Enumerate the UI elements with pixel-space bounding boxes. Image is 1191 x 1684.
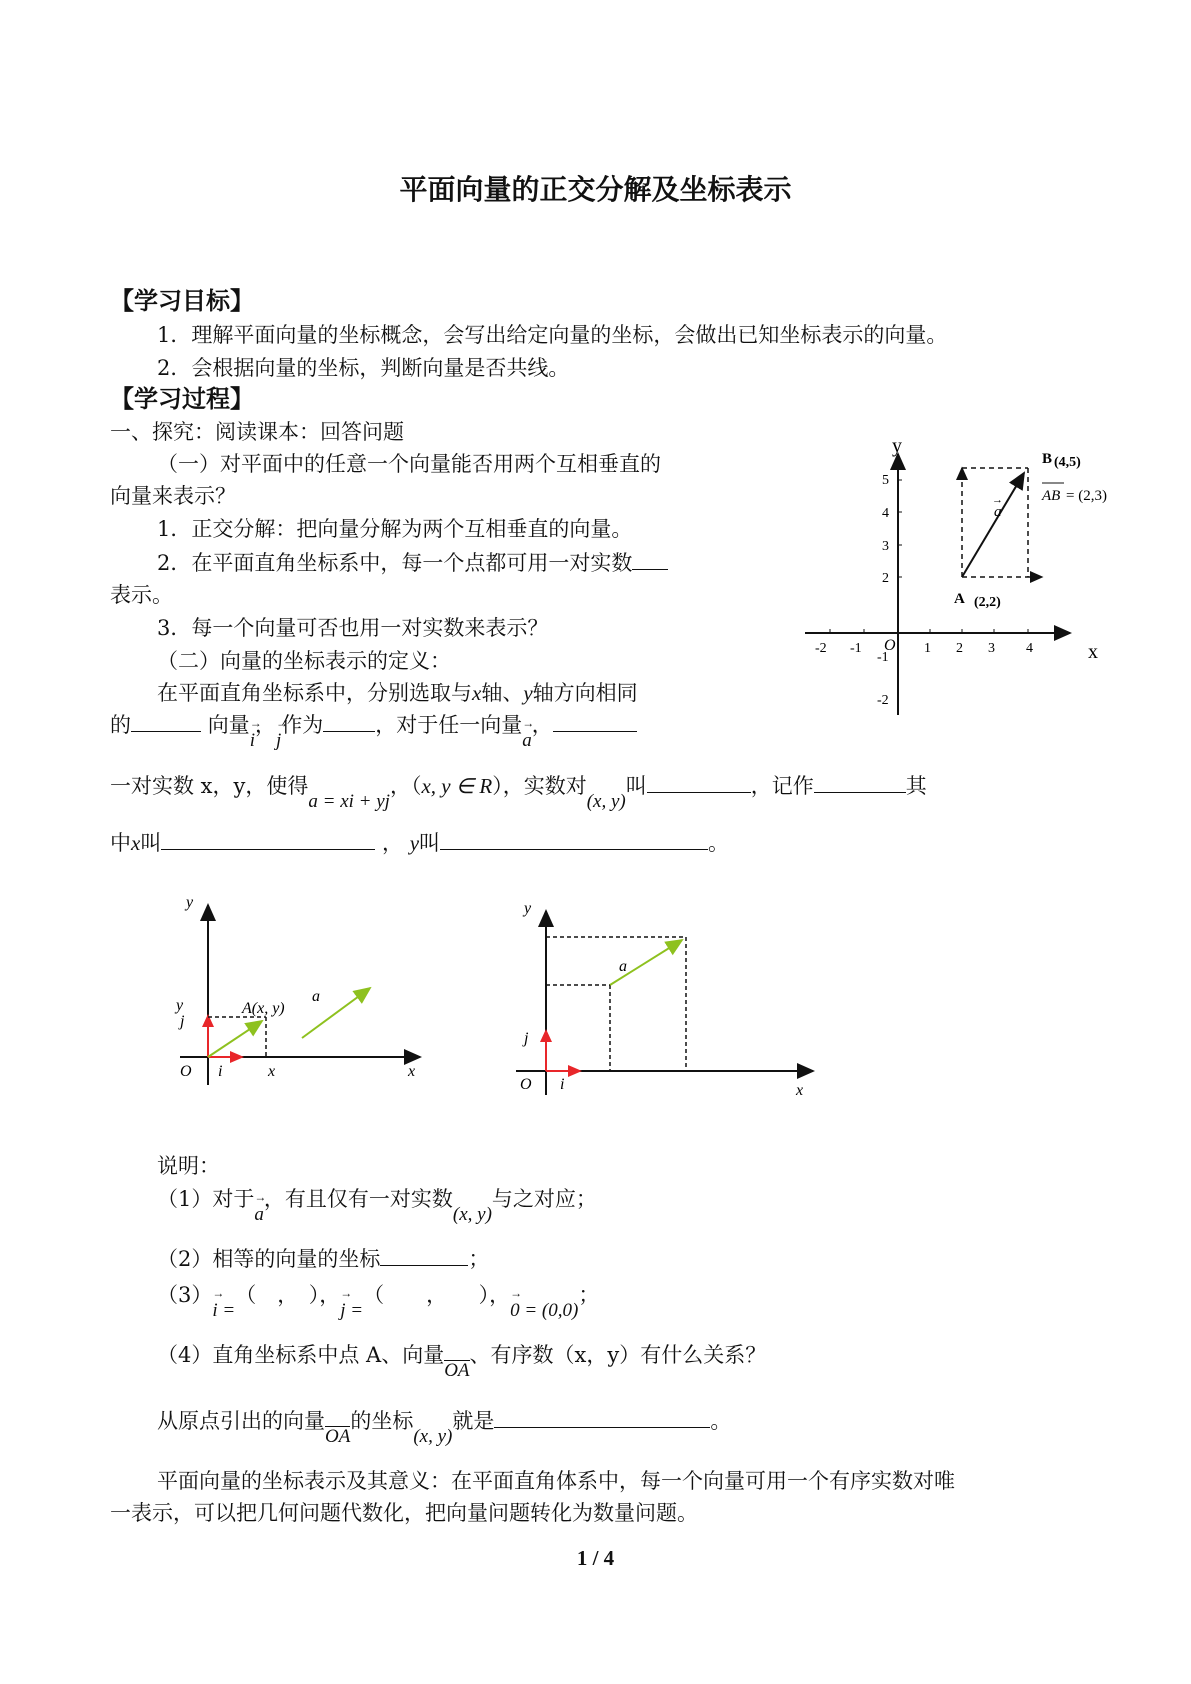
question-1-line-1: （一）对平面中的任意一个向量能否用两个互相垂直的 (157, 452, 661, 476)
point-b-coord: (4,5) (1054, 455, 1081, 470)
y-tick-2: 2 (882, 571, 889, 586)
y-tick-3: 3 (882, 539, 889, 554)
def4-text-3: ， (382, 831, 404, 855)
process-heading: 【学习过程】 (110, 385, 254, 413)
def2-text-4: ，对于任一向量 (375, 713, 523, 737)
x-tick-neg1: -1 (850, 641, 862, 656)
e1-text-1: （1）对于 (157, 1187, 255, 1211)
def3-text-6: 其 (905, 774, 927, 798)
point-a-coord: (2,2) (974, 595, 1001, 610)
fig3-j-label: j (524, 1030, 529, 1047)
comma-1: ， (254, 713, 276, 737)
y-axis-label: y (892, 440, 902, 457)
x-tick-1: 1 (924, 641, 931, 656)
origin-text-3: 就是 (452, 1409, 495, 1433)
objective-item-2: 2．会根据向量的坐标，判断向量是否共线。 (157, 356, 570, 380)
def-text-2: 轴、 (481, 681, 524, 705)
point-3: 3．每一个向量可否也用一对实数来表示？ (157, 616, 549, 640)
explain-1 (157, 1186, 597, 1225)
x-axis-symbol: x (472, 681, 482, 705)
vector-a: → a (522, 729, 532, 753)
ab-label: AB (1042, 488, 1061, 504)
definition-line-1 (157, 680, 638, 706)
fig3-x-label: x (796, 1082, 804, 1099)
explain-label: 说明： (157, 1154, 220, 1178)
blank-coordinate-name (647, 791, 751, 793)
definition-line-4 (110, 830, 729, 856)
origin-label: O (884, 637, 896, 654)
e3-sep-1: ， (319, 1283, 341, 1307)
vector-ab-arrow (962, 473, 1024, 577)
objectives-heading: 【学习目标】 (110, 287, 254, 315)
svg-text:→: → (992, 494, 1003, 506)
fig3-origin: O (520, 1076, 532, 1093)
blank-exists (553, 730, 637, 732)
point-b-label: B (1042, 451, 1053, 467)
y-tick-neg2: -2 (877, 693, 889, 708)
point-2-end: 表示。 (110, 583, 173, 607)
real-set: x, y ∈ R (421, 774, 493, 798)
blank-real-pair (632, 568, 668, 570)
def-text-1: 在平面直角坐标系中，分别选取与 (157, 681, 472, 705)
point-1: 1．正交分解：把向量分解为两个互相垂直的向量。 (157, 517, 633, 541)
origin-end: 。 (710, 1409, 732, 1433)
e3-text: （3） (157, 1283, 213, 1307)
e4-oa: OA (444, 1360, 470, 1381)
x-tick-4: 4 (1026, 641, 1033, 656)
definition-line-3 (110, 773, 927, 812)
ab-value: = (2,3) (1066, 488, 1107, 504)
e3-paren-2: （ ， ） (363, 1283, 490, 1307)
point-a-label: A (954, 591, 965, 607)
fig2-origin: O (180, 1063, 192, 1080)
e4-text-1: （4）直角坐标系中点 A、向量 (157, 1343, 445, 1367)
blank-origin-coordinates (494, 1426, 710, 1428)
e3-zero: → 0 = (0,0) (510, 1299, 578, 1323)
fig2-i-label: i (218, 1063, 223, 1080)
def3-text-4: 叫 (625, 774, 647, 798)
e4-text-2: 、有序数（x，y）有什么关系？ (469, 1343, 767, 1367)
e3-sep-2: ， (489, 1283, 511, 1307)
explain-3 (157, 1282, 600, 1321)
fig2-point-a: A(x, y) (242, 1000, 285, 1017)
x-axis-label: x (1088, 641, 1098, 663)
y-tick-4: 4 (882, 506, 889, 521)
definition-title: （二）向量的坐标表示的定义： (157, 649, 451, 673)
def3-text-2: ，（ (389, 774, 422, 798)
e1-pair: (x, y) (452, 1204, 492, 1225)
question-1-line-2: 向量来表示？ (110, 484, 236, 508)
definition-line-2 (110, 712, 637, 751)
figure-translated-vector (508, 895, 818, 1105)
point-2 (157, 550, 668, 576)
x-tick-2: 2 (956, 641, 963, 656)
def2-text-1: 的 (110, 713, 131, 737)
e1-text-2: ，有且仅有一对实数 (263, 1187, 453, 1211)
fig3-i-label: i (560, 1076, 565, 1093)
y-tick-neg1: -1 (877, 650, 889, 665)
blank-x-coordinate (161, 848, 375, 850)
blank-y-coordinate (440, 848, 708, 850)
point-2-text: 2．在平面直角坐标系中，每一个点都可用一对实数 (157, 551, 633, 575)
vector-a-label: a (994, 504, 1002, 520)
def2-text-3: 作为 (281, 713, 324, 737)
y-symbol: y (409, 831, 420, 855)
origin-vector-line (157, 1408, 732, 1447)
x-tick-3: 3 (988, 641, 995, 656)
e3-i: → i = (212, 1299, 235, 1323)
explain-2 (157, 1246, 489, 1272)
def2-text-2: 向量 (207, 713, 250, 737)
y-tick-5: 5 (882, 473, 889, 488)
fig2-y-tick: y (176, 997, 184, 1014)
page-number: 1 / 4 (576, 1546, 615, 1570)
meaning-line-2: 一表示，可以把几何问题代数化，把向量问题转化为数量问题。 (110, 1501, 698, 1525)
def4-end: 。 (708, 831, 730, 855)
blank-basis (323, 730, 375, 732)
explore-line: 一、探究：阅读课本：回答问题 (110, 420, 404, 444)
pair-xy: (x, y) (586, 791, 626, 812)
e2-text: （2）相等的向量的坐标 (157, 1247, 381, 1271)
e3-end: ； (578, 1283, 600, 1307)
fig2-x-label: x (408, 1063, 416, 1080)
def-text-3: 轴方向相同 (532, 681, 638, 705)
e1-vector-a: → a (254, 1203, 264, 1227)
e1-text-3: 与之对应； (491, 1187, 597, 1211)
figure-vector-ab (800, 440, 1130, 730)
def3-text-5: ，记作 (750, 774, 814, 798)
vector-equation: a = xi + yj (308, 791, 390, 812)
def4-text-1: 中 (110, 831, 131, 855)
fig3-a-label: a (619, 958, 627, 975)
x-symbol: x (131, 831, 141, 855)
origin-text-2: 的坐标 (350, 1409, 414, 1433)
blank-notation (814, 791, 906, 793)
def4-text-4: 叫 (419, 831, 441, 855)
y-axis-symbol: y (523, 681, 533, 705)
page-title: 平面向量的正交分解及坐标表示 (399, 173, 792, 206)
def3-text-1: 一对实数 x，y，使得 (110, 774, 309, 798)
origin-oa: OA (325, 1426, 351, 1447)
fig3-y-label: y (524, 900, 532, 917)
def3-text-3: ），实数对 (492, 774, 587, 798)
x-tick-neg2: -2 (815, 641, 827, 656)
e2-end: ； (468, 1247, 490, 1271)
fig2-a-label: a (312, 988, 320, 1005)
e3-j: → j = (340, 1299, 363, 1323)
def4-text-2: 叫 (140, 831, 162, 855)
explain-4 (157, 1342, 767, 1381)
vector-j: → j (276, 729, 281, 753)
comma-2: ， (531, 713, 553, 737)
origin-pair: (x, y) (413, 1426, 453, 1447)
figure-unit-vectors-point (170, 890, 430, 1100)
vector-i: → i (250, 729, 255, 753)
fig2-j-label: j (180, 1013, 185, 1030)
objective-item-1: 1．理解平面向量的坐标概念，会写出给定向量的坐标，会做出已知坐标表示的向量。 (157, 323, 948, 347)
blank-equal-coordinates (380, 1264, 468, 1266)
origin-text-1: 从原点引出的向量 (157, 1409, 325, 1433)
e3-paren-1: （ ， ） (235, 1283, 320, 1307)
fig2-x-tick: x (268, 1063, 276, 1080)
fig2-y-label: y (186, 894, 194, 911)
fig2-oa-vector (208, 1021, 262, 1057)
meaning-line-1: 平面向量的坐标表示及其意义：在平面直角体系中，每一个向量可用一个有序实数对唯 (157, 1469, 955, 1493)
blank-unit-direction (131, 730, 201, 732)
